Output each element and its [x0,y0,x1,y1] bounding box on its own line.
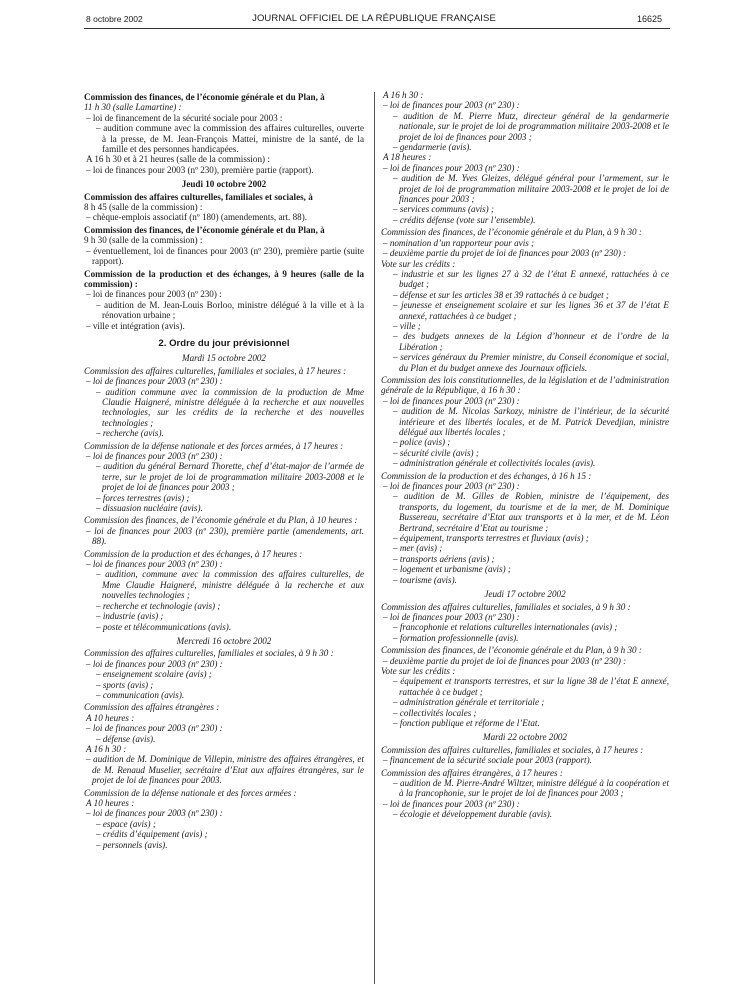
agenda-item: – loi de financement de la sécurité sociale pour 2003 : [86,112,283,123]
commission-block [84,441,364,514]
page-number: 16625 [636,14,662,24]
date-heading: Mercredi 16 octobre 2002 [176,635,272,646]
session-time: A 18 heures : [383,152,432,163]
commission-title: Commission des finances, de l’économie générale et du Plan, à [84,92,325,102]
agenda-item: – loi de finances pour 2003 (nº 230) : [383,481,520,492]
agenda-subitem: – audition, commune avec la commission des affaires culturelles, de Mme Claudie Haigneré, ministre déléguée à la recherche et aux nouvelles technologies ; [96,569,364,601]
agenda-subitem: – crédits d’équipement (avis) ; [96,829,208,840]
commission-title: Commission des finances, de l’économie générale et du Plan, à 9 h 30 : [381,645,642,656]
commission-title: Commission des affaires étrangères, à 17 heures : [381,767,563,778]
commission-block [381,375,669,469]
agenda-subitem: – jeunesse et enseignement scolaire et sur les lignes 36 et 37 de l’état E annexé, rattachées à ce budget ; [393,300,669,321]
agenda-subitem: – poste et télécommunications (avis). [96,621,232,632]
agenda-subitem: – espace (avis) ; [96,818,156,829]
agenda-subitem: – police (avis) ; [393,437,451,448]
agenda-item: – financement de la sécurité sociale pour 2003 (rapport). [383,755,592,766]
session-time: A 16 h 30 et à 21 heures (salle de la commission) : [86,154,270,165]
session-time: A 10 heures : [86,712,135,723]
agenda-subitem: – industrie et sur les lignes 27 à 32 de l’état E annexé, rattachées à ce budget ; [393,268,669,290]
agenda-item: – loi de finances pour 2003 (nº 230) : [86,376,223,387]
commission-title: Commission des affaires culturelles, familiales et sociales, à 17 heures : [84,365,347,376]
agenda-subitem: – crédits défense (vote sur l’ensemble). [393,214,536,225]
agenda-subitem: – audition de M. Pierre Mutz, directeur général de la gendarmerie nationale, sur le projet de loi de programmation militaire 2003-2008 et le projet de loi de finances pour 2003 ; [393,110,669,142]
section-heading: 2. Ordre du jour prévisionnel [158,337,290,349]
commission-block [84,788,364,850]
vote-label: Vote sur les crédits : [381,665,456,676]
agenda-item: – nomination d’un rapporteur pour avis ; [383,237,535,248]
agenda-item: – loi de finances pour 2003 (nº 230) : [383,798,520,809]
commission-title: Commission de la production et des échanges, à 9 heures (salle de la commission) : [84,268,364,289]
agenda-subitem: – des budgets annexes de la Légion d’honneur et de l’ordre de la Libération ; [393,331,669,352]
agenda-item: – loi de finances pour 2003 (nº 230), première partie (rapport). [86,164,314,175]
commission-title: Commission des affaires culturelles, familiales et sociales, à 9 h 30 : [84,648,334,659]
agenda-subitem: – collectivités locales ; [393,707,477,718]
agenda-item: – loi de finances pour 2003 (nº 230) : [383,162,520,173]
commission-block [84,702,364,785]
commission-block [381,745,669,766]
agenda-subitem: – audition de M. Gilles de Robien, ministre de l’équipement, des transports, du logement, du tourisme et de la mer, de M. Dominique Bussereau, secrétaire d’Etat aux transports et à la mer, et de M. Léon Bertrand, secrétaire d’Etat au tourisme ; [393,491,669,533]
date-heading: Jeudi 10 octobre 2002 [181,179,267,190]
commission-title: Commission des finances, de l’économie générale et du Plan, à 10 heures : [84,515,358,526]
commission-title: Commission des finances, de l’économie générale et du Plan, à 9 h 30 : [381,227,642,238]
agenda-subitem: – industrie (avis) ; [96,611,164,622]
agenda-item: – loi de finances pour 2003 (nº 230) : [383,100,520,111]
agenda-subitem: – mer (avis) ; [393,543,443,554]
session-time: 8 h 45 (salle de la commission) : [84,202,203,213]
commission-title: Commission de la défense nationale et des forces armées, à 17 heures : [84,440,344,451]
agenda-subitem: – personnels (avis). [96,839,168,850]
agenda-subitem: – écologie et développement durable (avis). [393,809,553,820]
agenda-subitem: – dissuasion nucléaire (avis). [96,503,203,514]
agenda-item: – loi de finances pour 2003 (nº 230) : [86,658,223,669]
agenda-subitem: – fonction publique et réforme de l’Etat. [393,717,540,728]
agenda-subitem: – logement et urbanisme (avis) ; [393,564,511,575]
agenda-item: – ville et intégration (avis). [86,320,185,331]
agenda-item: – loi de finances pour 2003 (nº 230) : [86,808,223,819]
agenda-subitem: – administration générale et territoriale ; [393,697,545,708]
agenda-item: – deuxième partie du projet de loi de finances pour 2003 (nº 230) : [383,655,627,666]
commission-title: Commission des finances, de l’économie générale et du Plan, à [84,224,325,235]
agenda-subitem: – audition de M. Yves Gleizes, délégué général pour l’armement, sur le projet de loi de programmation militaire 2003-2008 et le projet de loi de finances pour 2003 ; [393,173,669,205]
agenda-subitem: – tourisme (avis). [393,574,457,585]
agenda-item: – audition de M. Dominique de Villepin, ministre des affaires étrangères, et de M. Renaud Muselier, secrétaire d’Etat aux affaires étrangères, sur le projet de loi de finances pour 2003. [86,754,364,786]
commission-title: Commission des lois constitutionnelles, de la législation et de l’administration générale de la République, à 16 h 30 : [381,374,669,396]
agenda-subitem: – gendarmerie (avis). [393,142,472,153]
agenda-item: – loi de finances pour 2003 (nº 230) : [86,723,223,734]
agenda-subitem: – francophonie et relations culturelles internationales (avis) ; [393,622,618,633]
agenda-subitem: – audition commune avec la commission de la production de Mme Claudie Haigneré, ministre déléguée à la recherche et aux nouvelles technologies, sur les crédits de la recherche et des nouvelles technologies ; [96,386,364,428]
commission-title: Commission des affaires étrangères : [84,702,220,713]
date-heading: Mardi 15 octobre 2002 [182,353,266,364]
commission-title: Commission de la défense nationale et des forces armées : [84,787,297,798]
agenda-subitem: – sécurité civile (avis) ; [393,447,479,458]
session-time: 9 h 30 (salle de la commission) : [84,235,203,246]
right-column [381,90,669,820]
agenda-item: – loi de finances pour 2003 (nº 230) : [86,451,223,461]
agenda-subitem: – équipement et transports terrestres, et sur la ligne 38 de l’état E annexé, rattachée à ce budget ; [393,676,669,697]
column-divider [374,92,375,984]
commission-title: Commission de la production et des échanges, à 17 heures : [84,548,303,559]
commission-block [381,227,669,373]
commission-block [84,192,364,223]
agenda-item: – loi de finances pour 2003 (nº 230) : [86,289,222,300]
agenda-subitem: – formation professionnelle (avis). [393,632,519,643]
agenda-subitem: – recherche (avis). [96,428,164,439]
agenda-subitem: – audition du général Bernard Thorette, chef d’état-major de l’armée de terre, sur le projet de loi de programmation militaire 2003-2008 et le projet de loi de finances pour 2003 ; [96,461,364,493]
agenda-item: – éventuellement, loi de finances pour 2003 (nº 230), première partie (suite rapport). [86,245,364,267]
commission-block [381,471,669,585]
agenda-subitem: – services communs (avis) ; [393,204,495,215]
agenda-subitem: – enseignement scolaire (avis) ; [96,669,212,680]
commission-title: Commission des affaires culturelles, familiales et sociales, à 17 heures : [381,744,644,755]
agenda-subitem: – ville ; [393,320,421,331]
agenda-subitem: – administration générale et collectivités locales (avis). [393,458,596,469]
agenda-subitem: – audition commune avec la commission des affaires culturelles, ouverte à la presse, de M. Jean-François Mattei, ministre de la santé, de la famille et des personnes handicapées. [96,123,364,155]
commission-block [381,645,669,728]
vote-label: Vote sur les crédits : [381,258,456,269]
date-heading: Mardi 22 octobre 2002 [483,732,567,743]
agenda-item: – loi de finances pour 2003 (nº 230) : [86,559,223,570]
commission-title: Commission des affaires culturelles, familiales et sociales, à [84,191,313,202]
commission-block [84,269,364,331]
agenda-subitem: – défense (avis). [96,733,156,744]
agenda-subitem: – audition de M. Pierre-André Wiltzer, ministre délégué à la coopération et à la francophonie, sur le projet de loi de finances pour 2003 ; [393,778,669,799]
session-time: A 10 heures : [86,798,135,808]
agenda-subitem: – transports aériens (avis) ; [393,553,495,564]
journal-title: JOURNAL OFFICIEL DE LA RÉPUBLIQUE FRANÇAISE [252,13,496,24]
agenda-item: – loi de finances pour 2003 (nº 230), première partie (amendements, art. 88). [86,525,364,547]
commission-block [84,515,364,546]
session-time: A 16 h 30 : [383,90,424,100]
commission-title: Commission des affaires culturelles, familiales et sociales, à 9 h 30 : [381,601,631,612]
header-rule [84,28,670,29]
date-heading: Jeudi 17 octobre 2002 [484,589,566,600]
agenda-subitem: – services généraux du Premier ministre, du Conseil économique et social, du Plan et du budget annexe des Journaux officiels. [393,352,669,373]
commission-title: Commission de la production et des échanges, à 16 h 15 : [381,470,592,481]
header-date: 8 octobre 2002 [86,14,143,24]
commission-block [381,768,669,820]
agenda-subitem: – défense et sur les articles 38 et 39 rattachés à ce budget ; [393,289,609,300]
agenda-item: – loi de finances pour 2003 (nº 230) : [383,395,520,406]
agenda-subitem: – communication (avis). [96,689,185,700]
left-column [84,90,364,850]
commission-block [381,602,669,644]
commission-block [84,225,364,267]
agenda-subitem: – recherche et technologie (avis) ; [96,600,221,611]
session-time: A 16 h 30 : [86,743,127,754]
commission-block [84,92,364,175]
agenda-subitem: – audition de M. Nicolas Sarkozy, ministre de l’intérieur, de la sécurité intérieure et des libertés locales, et de M. Patrick Devedjian, ministre délégué aux libertés locales ; [393,406,669,437]
session-time: 11 h 30 (salle Lamartine) : [84,102,182,113]
commission-block [84,366,364,439]
commission-block [381,90,669,225]
agenda-item: – deuxième partie du projet de loi de finances pour 2003 (nº 230) : [383,248,627,259]
agenda-item: – loi de finances pour 2003 (nº 230) : [383,611,520,622]
page-header [0,0,748,26]
commission-block [84,549,364,632]
agenda-subitem: – forces terrestres (avis) ; [96,492,190,503]
commission-block [84,648,364,700]
agenda-subitem: – audition de M. Jean-Louis Borloo, ministre délégué à la ville et à la rénovation urbaine ; [96,299,364,321]
agenda-subitem: – sports (avis) ; [96,679,154,690]
agenda-item: – chèque-emplois associatif (nº 180) (amendements, art. 88). [86,212,307,223]
agenda-subitem: – équipement, transports terrestres et fluviaux (avis) ; [393,533,589,544]
